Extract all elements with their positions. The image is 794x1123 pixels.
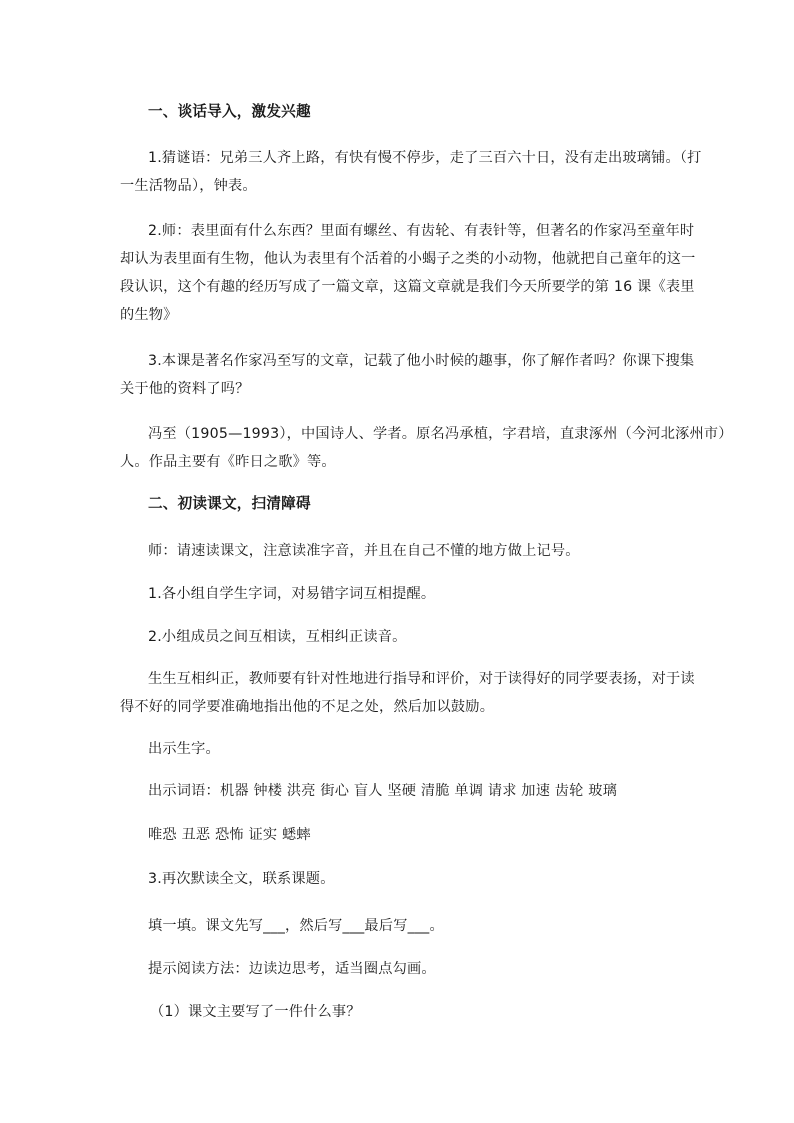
fill-blank-line: 填一填。课文先写___，然后写___最后写___。 (148, 918, 444, 934)
teacher-instruction (120, 537, 686, 565)
fill-blank (120, 912, 686, 940)
section2-step1 (120, 580, 686, 608)
section1-item2-line3: 段认识，这个有趣的经历写成了一篇文章，这篇文章就是我们今天所要学的第 16 课《表里 (120, 279, 695, 295)
vocab-list (120, 777, 686, 805)
section2-step2 (120, 623, 686, 651)
teacher-instruction-line: 师：请速读课文，注意读准字音，并且在自己不懂的地方做上记号。 (148, 543, 580, 559)
correction-note (120, 665, 695, 721)
vocab-line2: 唯恐 丑恶 恐怖 证实 蟋蟀 (148, 827, 311, 843)
section2-step1-line: 1.各小组自学生字词，对易错字词互相提醒。 (148, 586, 436, 602)
vocab-line1: 出示词语：机器 钟楼 洪亮 街心 盲人 坚硬 清脆 单调 请求 加速 齿轮 玻璃 (148, 783, 618, 799)
section2-step3 (120, 865, 686, 893)
section1-item3-line1: 3.本课是著名作家冯至写的文章，记载了他小时候的趣事，你了解作者吗？你课下搜集 (148, 353, 695, 369)
reading-tip-line: 提示阅读方法：边读边思考，适当圈点勾画。 (148, 961, 436, 977)
question1-line: （1）课文主要写了一件什么事？ (150, 1004, 361, 1020)
section2-heading-text: 二、初读课文，扫清障碍 (148, 495, 311, 512)
section2-heading (120, 490, 686, 518)
section1-heading (120, 98, 686, 126)
section1-item2-line2: 却认为表里面有生物，他认为表里有个活着的小蝎子之类的小动物，他就把自己童年的这一 (120, 251, 696, 267)
reading-tip (120, 955, 686, 983)
section1-item1 (120, 144, 702, 200)
vocab-list-2 (120, 821, 686, 849)
show-characters-line: 出示生字。 (148, 741, 220, 757)
author-intro-line2: 人。作品主要有《昨日之歌》等。 (120, 454, 336, 470)
section1-item2 (120, 217, 696, 329)
section1-item3 (120, 347, 695, 403)
show-characters (120, 735, 686, 763)
author-intro-line1: 冯至（1905—1993），中国诗人、学者。原名冯承植，字君培，直隶涿州（今河北涿州市） (148, 426, 733, 442)
correction-note-line1: 生生互相纠正，教师要有针对性地进行指导和评价，对于读得好的同学要表扬，对于读 (148, 671, 695, 687)
section1-item3-line2: 关于他的资料了吗？ (120, 381, 250, 397)
section1-heading-text: 一、谈话导入，激发兴趣 (148, 103, 311, 120)
section2-step3-line: 3.再次默读全文，联系课题。 (148, 871, 335, 887)
section1-item1-line1: 1.猜谜语：兄弟三人齐上路，有快有慢不停步，走了三百六十日，没有走出玻璃铺。（打 (148, 150, 702, 166)
section1-item1-line2: 一生活物品），钟表。 (120, 178, 257, 194)
section1-item2-line1: 2.师：表里面有什么东西？里面有螺丝、有齿轮、有表针等，但著名的作家冯至童年时 (148, 223, 695, 239)
question1 (120, 998, 686, 1026)
correction-note-line2: 得不好的同学要准确地指出他的不足之处，然后加以鼓励。 (120, 699, 495, 715)
author-intro (120, 420, 733, 476)
section1-item2-line4: 的生物》 (120, 307, 178, 323)
section2-step2-line: 2.小组成员之间互相读，互相纠正读音。 (148, 629, 407, 645)
